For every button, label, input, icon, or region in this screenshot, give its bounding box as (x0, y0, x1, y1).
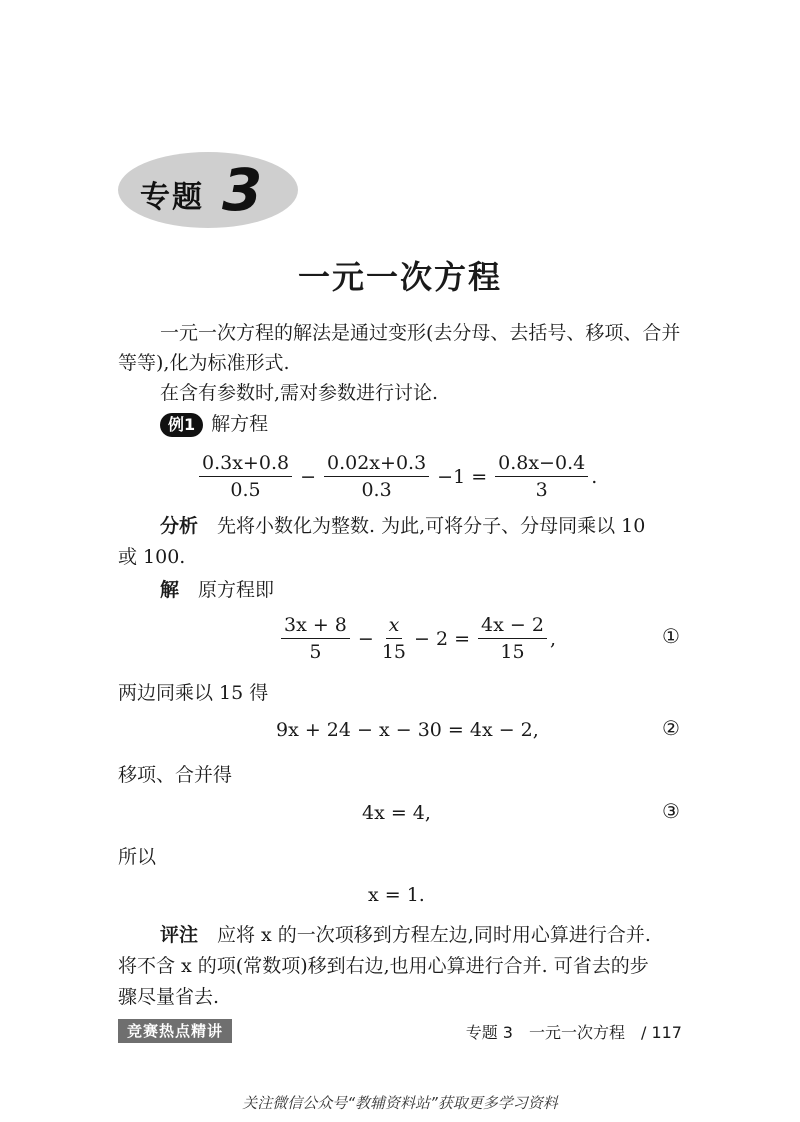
remark-line-1 (160, 920, 651, 950)
step-3-text: 移项、合并得 (118, 764, 233, 786)
analysis-line-2: 或 100. (118, 546, 186, 568)
equation-4: x = 1. (368, 884, 425, 906)
example-prompt: 解方程 (211, 413, 269, 435)
fraction-2-denominator: 0.3 (361, 479, 392, 501)
running-head: 专题 3 一元一次方程 / 117 (465, 1023, 682, 1042)
equation-2: 9x + 24 − x − 30 = 4x − 2, (276, 719, 539, 741)
analysis-line-1 (160, 511, 645, 541)
fraction-3-numerator: 0.8x−0.4 (495, 452, 588, 477)
equation-3: 4x = 4, (362, 802, 431, 824)
example-1-header (160, 409, 268, 439)
period: . (591, 465, 598, 488)
step-4-text: 所以 (118, 846, 157, 868)
remark-label: 评注 (160, 924, 199, 946)
solution-intro-text: 原方程即 (198, 579, 275, 601)
solution-intro (160, 575, 274, 605)
minus-sign: − (357, 627, 374, 650)
eq1-fraction-3 (478, 614, 547, 663)
fraction-2 (324, 452, 429, 501)
fraction-2-numerator: 0.02x+0.3 (324, 452, 429, 477)
fraction-1-numerator: 0.3x+0.8 (199, 452, 292, 477)
analysis-label: 分析 (160, 515, 199, 537)
fraction-1-denominator: 0.5 (230, 479, 261, 501)
watermark-text: 关注微信公众号“教辅资料站”获取更多学习资料 (242, 1094, 558, 1112)
equation-2-marker: ② (662, 716, 680, 740)
series-label: 竞赛热点精讲 (118, 1019, 232, 1043)
chapter-title: 一元一次方程 (297, 258, 502, 296)
example-equation (196, 452, 597, 501)
intro-line-1: 一元一次方程的解法是通过变形(去分母、去括号、移项、合并 (160, 322, 681, 344)
minus-one-equals: −1 = (437, 465, 488, 488)
equation-1 (278, 614, 556, 663)
eq1-f3-den: 15 (500, 641, 525, 663)
intro-line-3: 在含有参数时,需对参数进行讨论. (160, 382, 439, 404)
eq1-f3-num: 4x − 2 (478, 614, 547, 639)
fraction-3 (495, 452, 588, 501)
topic-badge (118, 152, 298, 228)
example-badge: 例1 (160, 413, 203, 437)
intro-line-2: 等等),化为标准形式. (118, 352, 290, 374)
fraction-3-denominator: 3 (535, 479, 548, 501)
step-2-text: 两边同乘以 15 得 (118, 682, 269, 704)
fraction-1 (199, 452, 292, 501)
solution-label: 解 (160, 579, 180, 601)
equation-1-marker: ① (662, 624, 680, 648)
eq1-fraction-1 (281, 614, 350, 663)
remark-text-1: 应将 x 的一次项移到方程左边,同时用心算进行合并. (217, 924, 651, 946)
eq1-f2-num: x (386, 614, 403, 639)
eq1-f1-den: 5 (309, 641, 322, 663)
remark-line-3: 骤尽量省去. (118, 986, 220, 1008)
remark-line-2: 将不含 x 的项(常数项)移到右边,也用心算进行合并. 可省去的步 (118, 955, 649, 977)
comma: , (549, 627, 556, 650)
analysis-text-1: 先将小数化为整数. 为此,可将分子、分母同乘以 10 (217, 515, 646, 537)
eq1-f2-den: 15 (381, 641, 407, 663)
eq1-fraction-2 (382, 614, 406, 663)
eq1-middle: − 2 = (414, 627, 471, 650)
eq1-f1-num: 3x + 8 (281, 614, 350, 639)
badge-number: 3 (222, 156, 263, 224)
minus-sign: − (300, 465, 316, 488)
badge-label: 专题 (140, 180, 204, 215)
equation-3-marker: ③ (662, 799, 680, 823)
